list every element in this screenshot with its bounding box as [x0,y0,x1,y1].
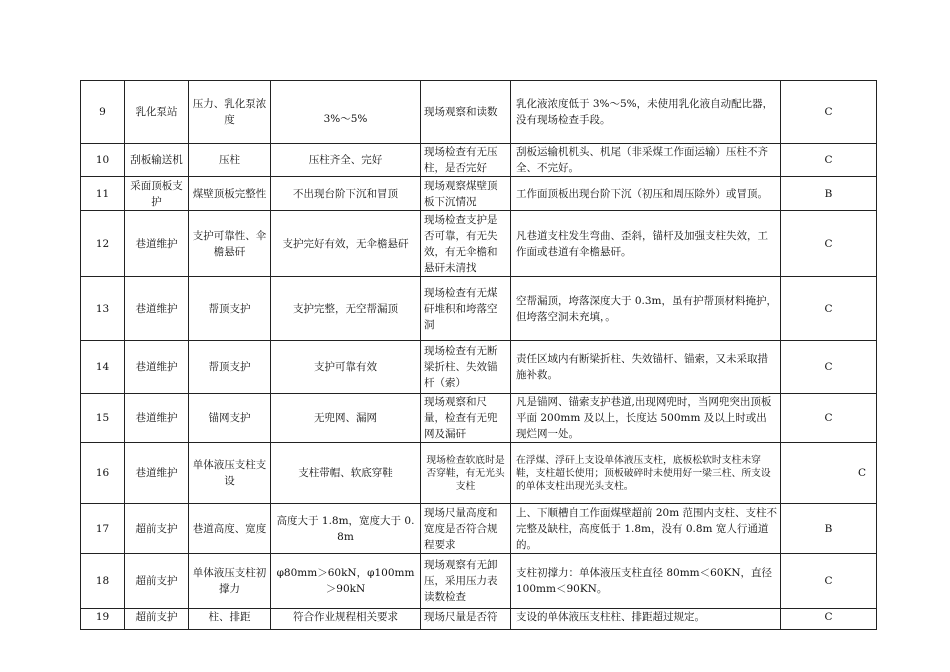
row-number: 15 [81,394,125,443]
check-content: 单体液压支柱支设 [189,443,271,504]
row-number: 11 [81,177,125,211]
table-row [81,504,877,554]
check-content: 锚网支护 [189,394,271,443]
check-content: 煤壁顶板完整性 [189,177,271,211]
row-number: 9 [81,81,125,144]
check-content: 单体液压支柱初撑力 [189,554,271,609]
check-method: 现场检查有无煤矸堆积和垮落空洞 [421,277,511,341]
row-number: 19 [81,609,125,630]
standard: 支护完好有效，无伞檐悬矸 [271,211,421,277]
grade: C [781,554,877,609]
table-row [81,609,877,630]
check-method: 现场尺量是否符 [421,609,511,630]
grade: C [781,81,877,144]
check-item: 巷道维护 [125,341,189,394]
check-method: 现场检查支护是否可靠，有无失效，有无伞檐和悬矸未清找 [421,211,511,277]
standard: 3%～5% [271,81,421,144]
row-number: 17 [81,504,125,554]
grade: C [781,144,877,177]
issue-description: 凡巷道支柱发生弯曲、歪斜，锚杆及加强支柱失效，工作面或巷道有伞檐悬矸。 [511,211,781,277]
standard: 符合作业规程相关要求 [271,609,421,630]
check-content: 柱、排距 [189,609,271,630]
check-item: 采面顶板支护 [125,177,189,211]
row-number: 12 [81,211,125,277]
check-content: 帮顶支护 [189,341,271,394]
check-content: 巷道高度、宽度 [189,504,271,554]
standard: 支柱带帽、软底穿鞋 [271,443,421,504]
standard: 压柱齐全、完好 [271,144,421,177]
standard: 支护完整，无空帮漏顶 [271,277,421,341]
check-content: 压柱 [189,144,271,177]
check-method: 现场观察有无卸压，采用压力表读数检查 [421,554,511,609]
check-item: 巷道维护 [125,443,189,504]
table-row [81,144,877,177]
issue-description: 凡是锚网、锚索支护巷道,出现网兜时，当网兜突出顶板平面 200mm 及以上，长度达 500mm 及以上时或出现烂网一处。 [511,394,781,443]
check-item: 乳化泵站 [125,81,189,144]
row-number: 10 [81,144,125,177]
check-method: 现场检查有无断梁折柱、失效锚杆（索） [421,341,511,394]
table-row [81,211,877,277]
grade: C [781,211,877,277]
standard: 不出现台阶下沉和冒顶 [271,177,421,211]
check-item: 超前支护 [125,554,189,609]
check-method: 现场检查有无压柱，是否完好 [421,144,511,177]
check-method: 现场观察煤壁顶板下沉情况 [421,177,511,211]
standard: 无兜网、漏网 [271,394,421,443]
issue-description: 乳化液浓度低于 3%～5%，未使用乳化液自动配比器，没有现场检查手段。 [511,81,781,144]
row-number: 14 [81,341,125,394]
grade: C [781,609,877,630]
grade: C [781,443,877,504]
row-number: 13 [81,277,125,341]
grade: C [781,394,877,443]
issue-description: 上、下顺槽自工作面煤壁超前 20m 范围内支柱、支柱不完整及缺柱，高度低于 1.8m，没有 0.8m 宽人行通道的。 [511,504,781,554]
check-item: 超前支护 [125,609,189,630]
table-row [81,177,877,211]
table-row [81,443,877,504]
table-row [81,277,877,341]
table-row [81,394,877,443]
check-content: 支护可靠性、伞檐悬矸 [189,211,271,277]
row-number: 18 [81,554,125,609]
check-item: 超前支护 [125,504,189,554]
issue-description: 支设的单体液压支柱柱、排距超过规定。 [511,609,781,630]
inspection-table [80,80,877,630]
check-item: 巷道维护 [125,277,189,341]
table-row [81,554,877,609]
standard: 支护可靠有效 [271,341,421,394]
check-method: 现场观察和尺量，检查有无兜网及漏矸 [421,394,511,443]
grade: C [781,341,877,394]
issue-description: 在浮煤、浮矸上支设单体液压支柱，底板松软时支柱未穿鞋，支柱超长使用；顶板破碎时未使用好一梁三柱、所支设的单体支柱出现光头支柱。 [511,443,781,504]
check-content: 帮顶支护 [189,277,271,341]
check-item: 巷道维护 [125,394,189,443]
standard: 高度大于 1.8m，宽度大于 0.8m [271,504,421,554]
issue-description: 空帮漏顶，垮落深度大于 0.3m，虽有护帮顶材料掩护，但垮落空洞未充填，。 [511,277,781,341]
table-row [81,341,877,394]
issue-description: 刮板运输机机头、机尾（非采煤工作面运输）压柱不齐全、不完好。 [511,144,781,177]
grade: B [781,177,877,211]
check-method: 现场尺量高度和宽度是否符合规程要求 [421,504,511,554]
grade: B [781,504,877,554]
check-item: 刮板输送机 [125,144,189,177]
check-item: 巷道维护 [125,211,189,277]
check-content: 压力、乳化泵浓度 [189,81,271,144]
grade: C [781,277,877,341]
row-number: 16 [81,443,125,504]
issue-description: 工作面顶板出现台阶下沉（初压和周压除外）或冒顶。 [511,177,781,211]
check-method: 现场检查软底时是否穿鞋，有无光头支柱 [421,443,511,504]
check-method: 现场观察和读数 [421,81,511,144]
issue-description: 支柱初撑力：单体液压支柱直径 80mm＜60KN，直径 100mm＜90KN。 [511,554,781,609]
issue-description: 责任区域内有断梁折柱、失效锚杆、锚索，又未采取措施补救。 [511,341,781,394]
standard: φ80mm＞60kN，φ100mm＞90kN [271,554,421,609]
table-row [81,81,877,144]
